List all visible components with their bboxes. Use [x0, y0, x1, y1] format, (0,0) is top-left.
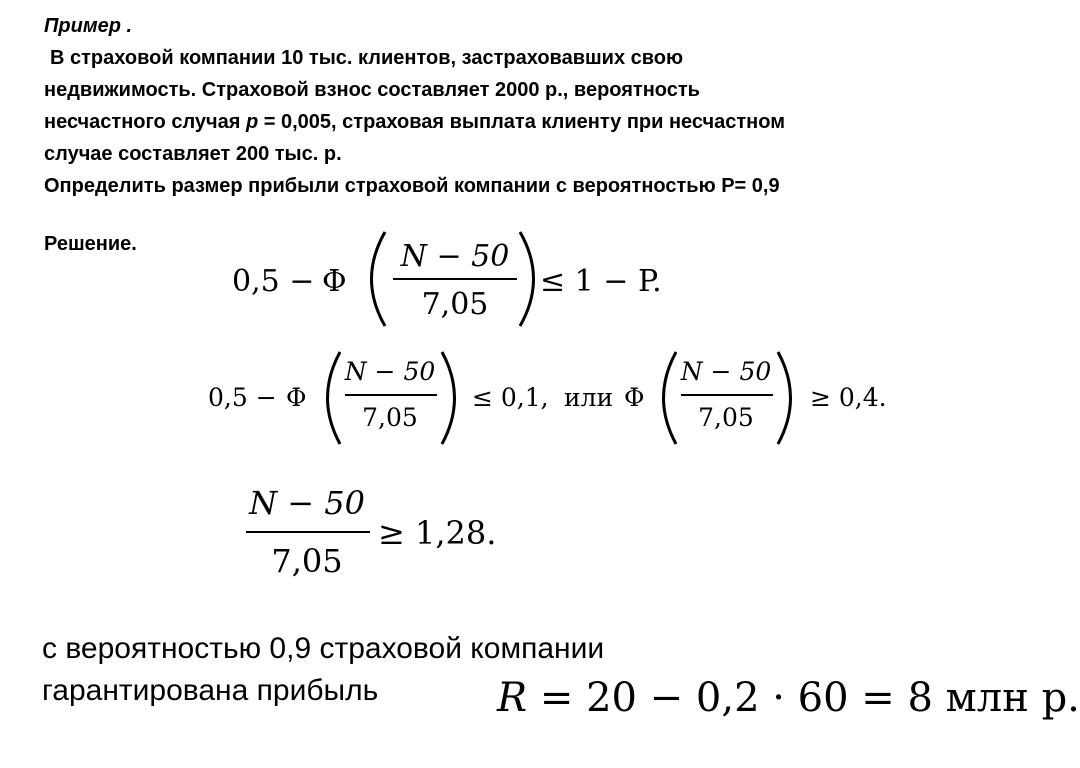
formula-2-half: 0,5 −	[208, 383, 277, 412]
formula-1-half: 0,5 −	[232, 264, 315, 299]
profit-variable: R	[497, 675, 528, 721]
formula-1-denominator: 7,05	[421, 287, 489, 322]
formula-2-right-paren	[442, 352, 455, 444]
conclusion-line-2: гарантирована прибыль	[42, 674, 379, 707]
formula-2-numerator-right: N − 50	[680, 357, 772, 386]
formula-2	[206, 348, 906, 448]
formula-3-numerator: N − 50	[249, 484, 365, 522]
problem-line-2: недвижимость. Страховой взнос составляет 2000 р., вероятность	[44, 79, 700, 101]
formula-3-rhs: ≥ 1,28.	[378, 514, 497, 552]
problem-task: Определить размер прибыли страховой компании с вероятностью Р= 0,9	[44, 175, 780, 197]
formula-2-right-paren-right	[778, 352, 791, 444]
formula-2-numerator: N − 50	[344, 357, 436, 386]
formula-1-numerator: N − 50	[400, 239, 510, 274]
problem-line-3-end: = 0,005, страховая выплата клиенту при несчастном	[258, 111, 785, 133]
formula-1-rhs: ≤ 1 − P.	[540, 264, 662, 299]
formula-2-denominator-right: 7,05	[698, 403, 754, 432]
problem-statement	[44, 10, 1004, 202]
formula-2-phi: Φ	[286, 383, 307, 412]
profit-expression: = 20 − 0,2 · 60 = 8 млн р.	[527, 675, 1080, 721]
formula-1-left-paren	[372, 232, 386, 326]
formula-2-phi-right: Φ	[624, 383, 645, 412]
final-formula	[497, 672, 1080, 724]
formula-2-or: или	[564, 383, 614, 412]
conclusion-line-1: с вероятностью 0,9 страховой компании	[42, 632, 605, 665]
formula-1-right-paren	[520, 232, 534, 326]
problem-line-3-start: несчастного случая	[44, 111, 246, 133]
formula-2-rhs-right: ≥ 0,4.	[810, 383, 887, 412]
probability-variable: p	[245, 111, 259, 133]
example-heading: Пример .	[44, 15, 133, 37]
formula-2-left-paren-right	[664, 352, 677, 444]
problem-line-4: случае составляет 200 тыс. р.	[44, 143, 342, 165]
formula-1	[230, 226, 680, 332]
problem-line-1: В страховой компании 10 тыс. клиентов, застраховавших свою	[50, 47, 684, 69]
formula-1-phi: Φ	[322, 264, 347, 299]
solution-label: Решение.	[44, 233, 137, 255]
formula-2-denominator: 7,05	[362, 403, 418, 432]
formula-3	[240, 480, 510, 586]
formula-2-rhs-left: ≤ 0,1,	[472, 383, 549, 412]
formula-2-left-paren	[328, 352, 341, 444]
problem-line-3	[44, 106, 1004, 138]
formula-3-denominator: 7,05	[271, 542, 343, 580]
